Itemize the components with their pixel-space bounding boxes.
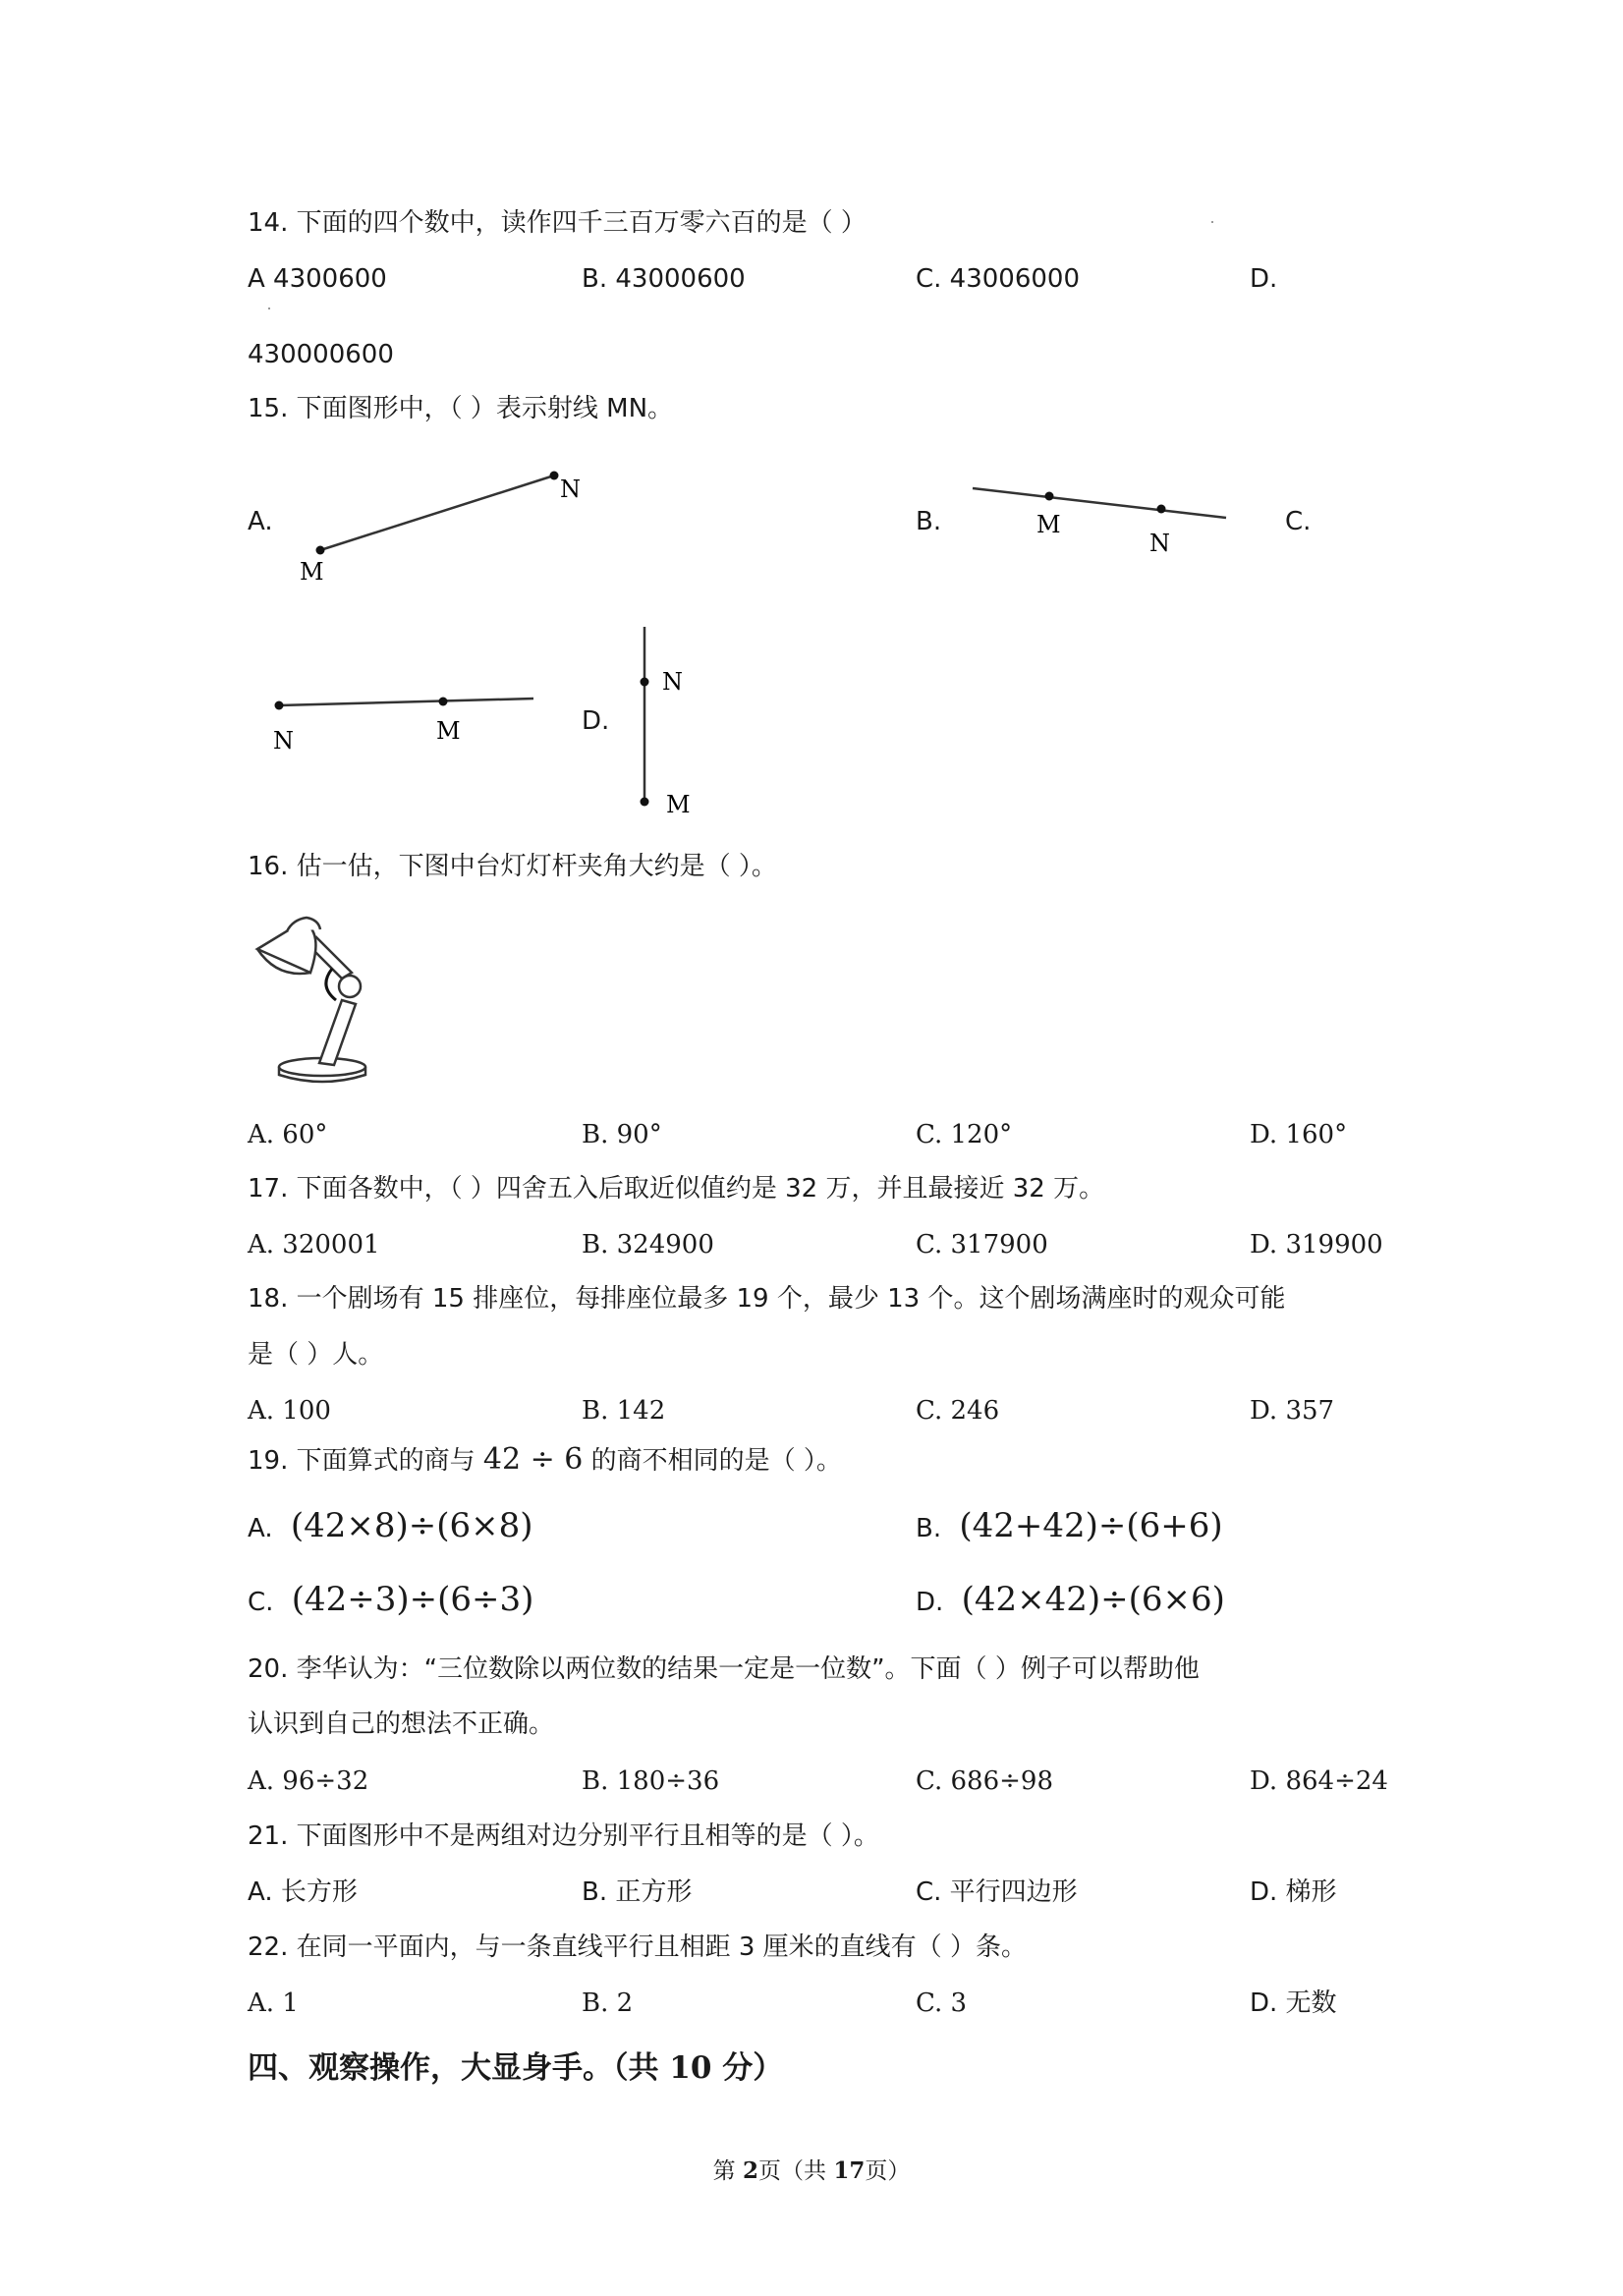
q21-option-c: C. 平行四边形 [916,1877,1078,1907]
page-footer [0,2153,1623,2185]
q14-option-d-value: 430000600 [248,340,394,369]
q15-b-label-m: M [1036,511,1061,538]
q20-stem-line2: 认识到自己的想法不正确。 [248,1709,555,1739]
q15-d-point-m [641,798,649,807]
footer-middle: 页（共 [758,2158,834,2184]
q19-stem [248,1442,842,1479]
q15-a-point-m [316,546,325,555]
q15-a-label-n: N [560,476,581,503]
q16-option-b: B. 90° [582,1120,662,1149]
q19-option-b-label: B. [916,1514,942,1543]
q15-option-c: C. [1285,507,1312,536]
q15-b-point-m [1045,492,1054,501]
q19-option-a [248,1508,533,1546]
q15-a-segment [320,476,554,550]
q19-option-b-expr: (42+42)÷(6+6) [959,1506,1223,1545]
scan-speck [1211,221,1213,223]
q17-stem: 17. 下面各数中，（ ）四舍五入后取近似值约是 32 万，并且最接近 32 万。 [248,1174,1105,1204]
q14-option-b: B. 43000600 [582,264,746,294]
q22-option-c: C. 3 [916,1988,968,2018]
lamp-angle-arc [326,969,336,1000]
scan-speck [268,308,270,309]
q18-option-a: A. 100 [248,1396,331,1426]
q15-d-label-m: M [666,791,691,818]
q20-option-a: A. 96÷32 [248,1766,369,1796]
q15-d-point-n [641,678,649,687]
q16-stem: 16. 估一估，下图中台灯灯杆夹角大约是（ ）。 [248,852,777,881]
q15-c-label-m: M [436,717,461,745]
q22-option-b: B. 2 [582,1988,634,2018]
q17-option-a: A. 320001 [248,1230,380,1260]
lamp-head-top [287,918,320,931]
q15-b-line [973,488,1226,518]
q18-stem-line1: 18. 一个剧场有 15 排座位，每排座位最多 19 个，最少 13 个。这个剧场满座时的观众可能 [248,1284,1286,1314]
q19-option-d-expr: (42×42)÷(6×6) [961,1580,1225,1619]
q17-option-c: C. 317900 [916,1230,1048,1260]
q19-option-c-label: C. [248,1588,274,1617]
q14-option-c: C. 43006000 [916,264,1081,294]
q21-stem: 21. 下面图形中不是两组对边分别平行且相等的是（ ）。 [248,1821,879,1851]
q21-option-d: D. 梯形 [1250,1877,1337,1907]
footer-total-pages: 17 [833,2157,866,2184]
q15-b-point-n [1157,505,1166,514]
section-4-title: 四、观察操作，大显身手。（共 10 分） [248,2050,784,2086]
lamp-lower-arm [319,1000,356,1065]
q22-option-d: D. 无数 [1250,1988,1337,2018]
q17-option-d: D. 319900 [1250,1230,1383,1260]
q18-option-b: B. 142 [582,1396,666,1426]
q15-b-label-n: N [1149,530,1170,557]
q19-option-b [916,1508,1223,1546]
q16-option-d: D. 160° [1250,1120,1348,1149]
q14-option-a: A 4300600 [248,264,387,294]
q19-option-a-expr: (42×8)÷(6×8) [290,1506,533,1545]
q19-stem-before: 19. 下面算式的商与 [248,1446,483,1476]
q15-a-point-n [550,472,559,480]
q19-option-d [916,1582,1225,1620]
q22-stem: 22. 在同一平面内，与一条直线平行且相距 3 厘米的直线有（ ）条。 [248,1932,1027,1962]
footer-page-number: 2 [742,2157,758,2184]
q18-option-d: D. 357 [1250,1396,1335,1426]
q15-c-label-n: N [273,727,294,755]
footer-prefix: 第 [712,2158,743,2184]
q19-option-d-label: D. [916,1588,944,1617]
q19-option-c [248,1582,533,1620]
q20-option-c: C. 686÷98 [916,1766,1053,1796]
q15-d-label-n: N [662,668,683,696]
q16-option-c: C. 120° [916,1120,1013,1149]
q21-option-b: B. 正方形 [582,1877,693,1907]
q20-stem-line1: 20. 李华认为：“三位数除以两位数的结果一定是一位数”。下面（ ）例子可以帮助他 [248,1654,1200,1684]
q15-option-a: A. [248,507,273,536]
q18-stem-line2: 是（ ）人。 [248,1340,384,1370]
q14-option-d: D. [1250,264,1278,294]
q19-option-a-label: A. [248,1514,273,1543]
q15-c-point-n [275,701,284,710]
footer-suffix: 页） [865,2158,911,2184]
desk-lamp-figure [0,0,1,1]
q16-option-a: A. 60° [248,1120,328,1149]
q20-option-d: D. 864÷24 [1250,1766,1388,1796]
q15-a-label-m: M [300,558,324,586]
q15-stem: 15. 下面图形中，（ ）表示射线 MN。 [248,394,674,423]
q15-c-point-m [439,698,448,706]
q19-stem-math: 42 ÷ 6 [482,1442,584,1477]
q15-option-d: D. [582,706,610,736]
q17-option-b: B. 324900 [582,1230,714,1260]
q15-option-b: B. [916,507,942,536]
q20-option-b: B. 180÷36 [582,1766,720,1796]
q18-option-c: C. 246 [916,1396,1000,1426]
q15-c-ray [279,699,533,705]
q14-stem: 14. 下面的四个数中，读作四千三百万零六百的是（ ） [248,208,867,238]
q22-option-a: A. 1 [248,1988,299,2018]
q19-stem-after: 的商不相同的是（ ）。 [583,1446,842,1476]
q21-option-a: A. 长方形 [248,1877,358,1907]
q19-option-c-expr: (42÷3)÷(6÷3) [291,1580,534,1619]
